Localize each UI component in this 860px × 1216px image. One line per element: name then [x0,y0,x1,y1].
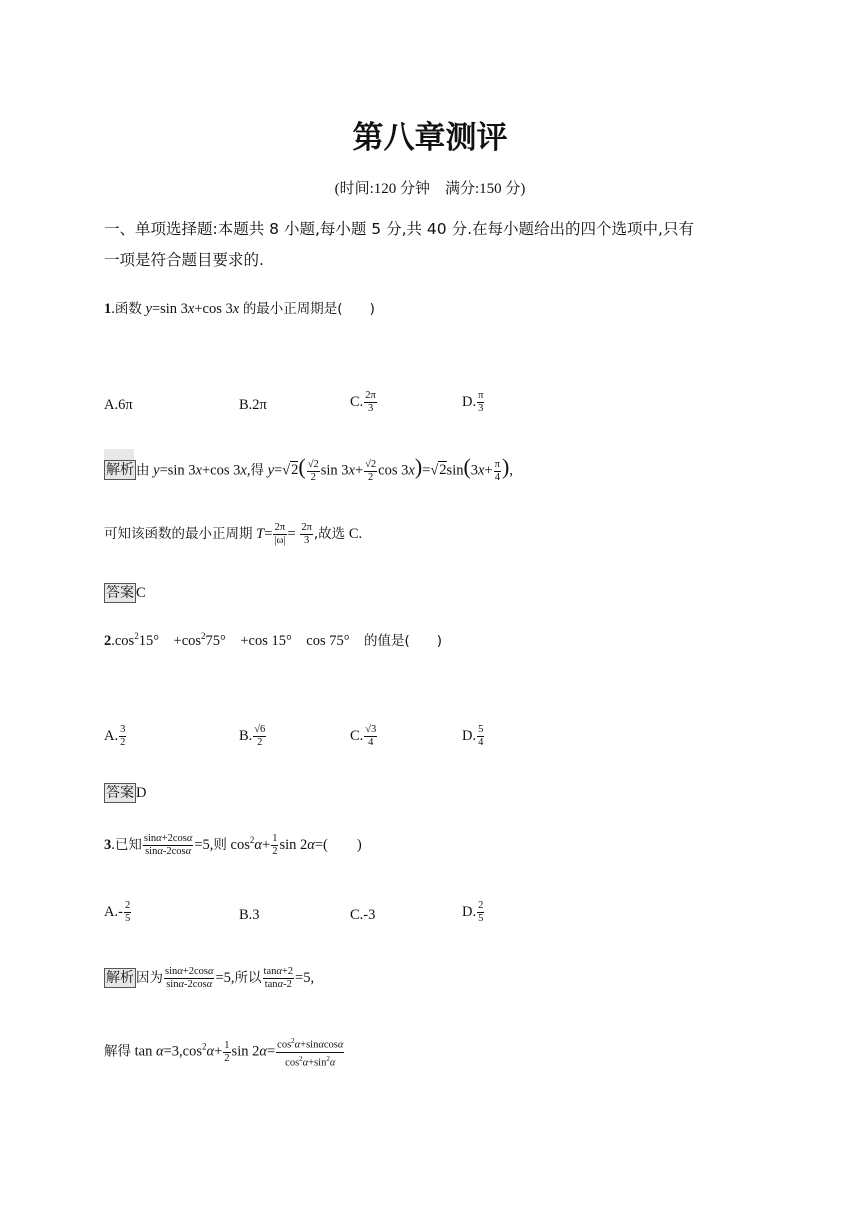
q1-answer [104,583,146,603]
section-heading-line2: 一项是符合题目要求的. [104,251,264,269]
q2-option-c: C. $\frac{√3}{4}$ [350,724,377,748]
q1-option-d: D. $\frac{\pi}{3}$ [462,390,484,414]
q3-analysis: 解析 因为 $\frac{\sin\alpha+2\cos\alpha}{\sin\alpha-2\cos\alpha}$ =5,所以 $\frac{\tan\alpha+2}{\tan\alpha-2}$ =5, [106,966,315,991]
analysis-tag: 解析 [106,462,134,479]
q3-option-d: D. $\frac{2}{5}$ [462,900,484,924]
section-heading [104,214,694,276]
q1-option-c: C. $\frac{2\pi}{3}$ [350,390,376,414]
page-title: 第八章测评 [352,120,508,156]
q2-option-b: B. $\frac{√6}{2}$ [239,724,266,748]
q2-option-d: D. $\frac{5}{4}$ [462,724,484,748]
question-3: 3.已知 $\frac{\sin\alpha+2\cos\alpha}{\sin\alpha-2\cos\alpha}$ =5,则 $\cos^2\alpha+$ $\frac{1}{2}$ sin 2α=( ) [104,833,362,858]
question-1-stem: 的最小正周期是( ) [242,301,375,317]
q1-option-a: A.6π [104,397,133,413]
q1-option-b: B.2π [239,397,267,413]
answer-tag: 答案 [106,585,134,601]
q1-analysis: 解析 由 y=sin 3x+cos 3x,得 y=√2( $\frac{√2}{2}$ sin 3x+ $\frac{√2}{2}$ cos 3x)=√2sin(3x+ $\frac{\pi}{4}$ ), [106,454,513,483]
question-2: $2.\cos^215^\circ$ $+\cos^275^\circ$ +cos 15° cos 75° 的值是( ) [104,631,443,649]
question-1: 1.函数 y=sin 3x+cos 3x 的最小正周期是( ) [104,301,375,317]
section-heading-line1: 一、单项选择题:本题共 8 小题,每小题 5 分,共 40 分.在每小题给出的四个选项中,只有 [104,220,694,238]
exam-info: (时间:120 分钟 满分:150 分) [334,181,526,197]
analysis-tag: 解析 [106,970,134,986]
q3-option-a: A.- $\frac{2}{5}$ [104,900,131,924]
q1-analysis-line2: 可知该函数的最小正周期 T= $\frac{2\pi}{|\omega|}$ = $\frac{2\pi}{3}$ ,故选 C. [104,522,363,547]
q3-option-c: C.-3 [350,907,376,923]
q1-answer-value: C [136,585,146,601]
q3-analysis-line2: 解得 $\tan \alpha=3,\cos^2\alpha+$ $\frac{1}{2}$ sin 2α= $\frac{\cos^2\alpha+\sin\alpha\cos\alpha}{\cos^2\alpha+\sin^2\alpha}$ [104,1037,344,1068]
q2-answer [104,783,146,803]
answer-tag: 答案 [106,785,134,801]
q2-answer-value: D [136,785,147,801]
q3-option-b: B.3 [239,907,260,923]
q2-option-a: A. $\frac{3}{2}$ [104,724,126,748]
